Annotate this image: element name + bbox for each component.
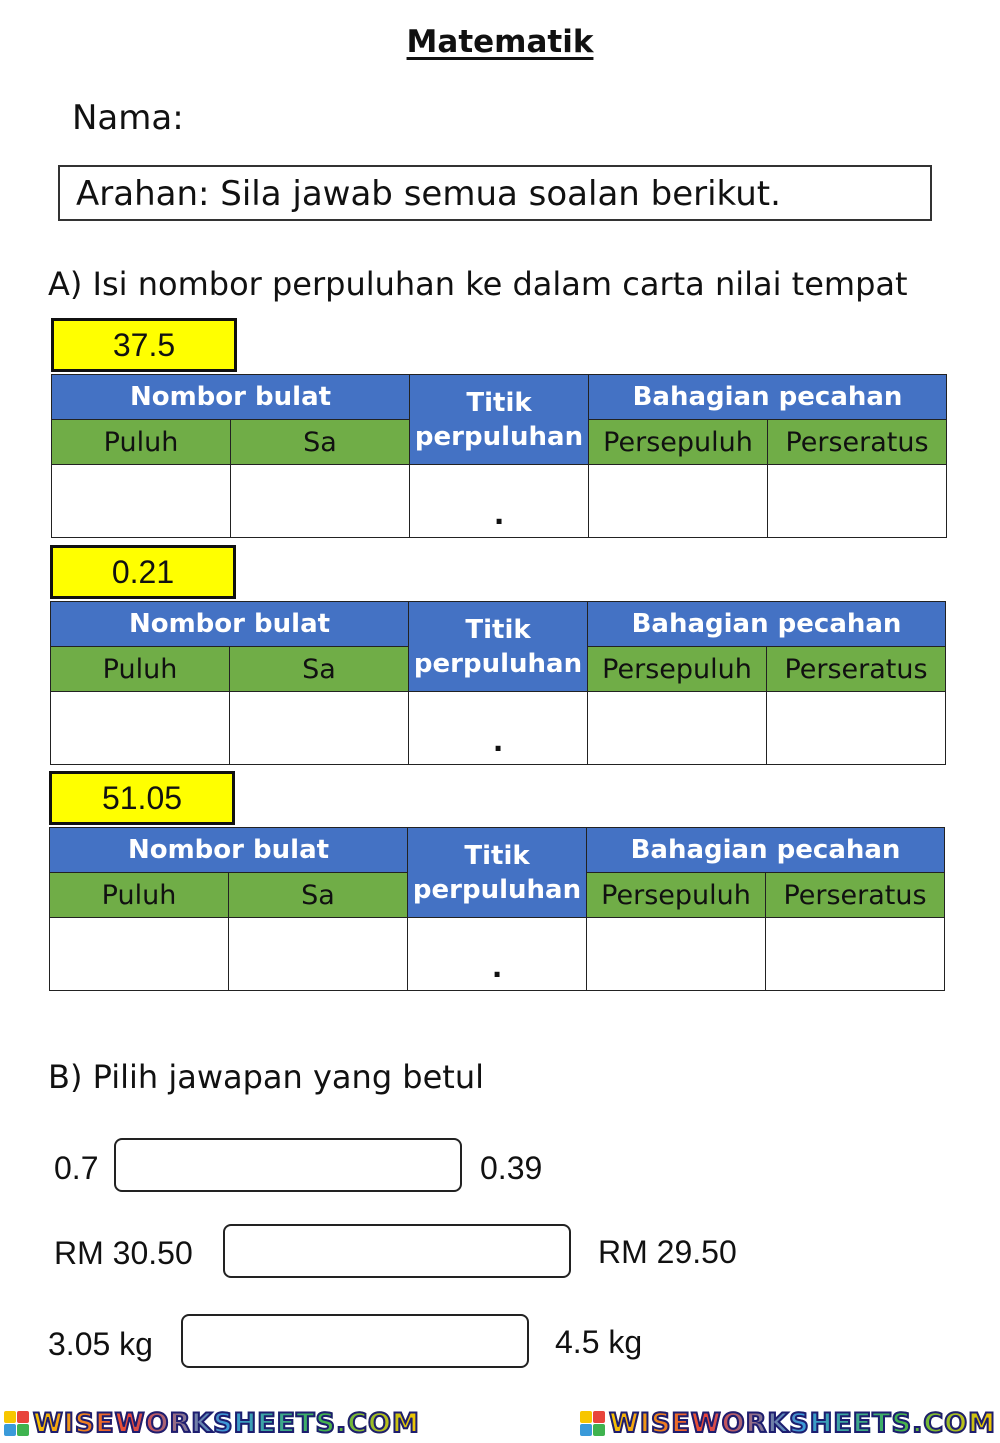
place-value-table: [51, 374, 947, 538]
brand-logo-right: [580, 1408, 996, 1439]
header-bahagian-pecahan: Bahagian pecahan: [588, 602, 946, 647]
answer-box-2[interactable]: [223, 1224, 571, 1278]
cell-perseratus[interactable]: [766, 918, 945, 991]
header-puluh: Puluh: [51, 647, 230, 692]
header-titik-perpuluhan: Titik perpuluhan: [410, 375, 589, 465]
header-nombor-bulat: Nombor bulat: [52, 375, 410, 420]
cell-persepuluh[interactable]: [587, 918, 766, 991]
cell-perseratus[interactable]: [767, 692, 946, 765]
footer-branding: [0, 1404, 1000, 1443]
cell-sa[interactable]: [231, 465, 410, 538]
header-puluh: Puluh: [50, 873, 229, 918]
header-puluh: Puluh: [52, 420, 231, 465]
header-sa: Sa: [230, 647, 409, 692]
cell-sa[interactable]: [230, 692, 409, 765]
header-perseratus: Perseratus: [767, 647, 946, 692]
name-label: Nama:: [72, 98, 184, 138]
header-perseratus: Perseratus: [766, 873, 945, 918]
header-sa: Sa: [229, 873, 408, 918]
cell-perseratus[interactable]: [768, 465, 947, 538]
cell-puluh[interactable]: [52, 465, 231, 538]
comparison-right-1: 0.39: [480, 1150, 543, 1186]
answer-box-1[interactable]: [114, 1138, 462, 1192]
decimal-point: .: [410, 465, 589, 538]
place-value-table: [50, 601, 946, 765]
decimal-point: .: [409, 692, 588, 765]
header-bahagian-pecahan: Bahagian pecahan: [589, 375, 947, 420]
comparison-left-3: 3.05 kg: [48, 1326, 153, 1362]
brand-grid-icon: [4, 1411, 29, 1436]
cell-puluh[interactable]: [50, 918, 229, 991]
header-sa: Sa: [231, 420, 410, 465]
number-box: 37.5: [51, 318, 237, 372]
cell-sa[interactable]: [229, 918, 408, 991]
brand-text: WISEWORKSHEETS.COM: [609, 1408, 996, 1439]
header-persepuluh: Persepuluh: [588, 647, 767, 692]
header-titik-perpuluhan: Titik perpuluhan: [409, 602, 588, 692]
header-bahagian-pecahan: Bahagian pecahan: [587, 828, 945, 873]
page-title: Matematik: [406, 24, 594, 60]
comparison-left-1: 0.7: [54, 1150, 99, 1186]
instruction-box: Arahan: Sila jawab semua soalan berikut.: [58, 165, 932, 221]
answer-box-3[interactable]: [181, 1314, 529, 1368]
cell-puluh[interactable]: [51, 692, 230, 765]
comparison-right-2: RM 29.50: [598, 1234, 737, 1270]
header-titik-perpuluhan: Titik perpuluhan: [408, 828, 587, 918]
place-value-table: [49, 827, 945, 991]
comparison-left-2: RM 30.50: [54, 1235, 193, 1271]
cell-persepuluh[interactable]: [588, 692, 767, 765]
section-a-heading: A) Isi nombor perpuluhan ke dalam carta nilai tempat: [48, 265, 908, 303]
number-box: 51.05: [49, 771, 235, 825]
section-b-heading: B) Pilih jawapan yang betul: [48, 1058, 485, 1096]
number-box: 0.21: [50, 545, 236, 599]
brand-text: WISEWORKSHEETS.COM: [33, 1408, 420, 1439]
comparison-right-3: 4.5 kg: [555, 1324, 643, 1360]
brand-grid-icon: [580, 1411, 605, 1436]
header-nombor-bulat: Nombor bulat: [50, 828, 408, 873]
brand-logo-left: [4, 1408, 420, 1439]
cell-persepuluh[interactable]: [589, 465, 768, 538]
header-nombor-bulat: Nombor bulat: [51, 602, 409, 647]
header-persepuluh: Persepuluh: [589, 420, 768, 465]
decimal-point: .: [408, 918, 587, 991]
header-persepuluh: Persepuluh: [587, 873, 766, 918]
header-perseratus: Perseratus: [768, 420, 947, 465]
